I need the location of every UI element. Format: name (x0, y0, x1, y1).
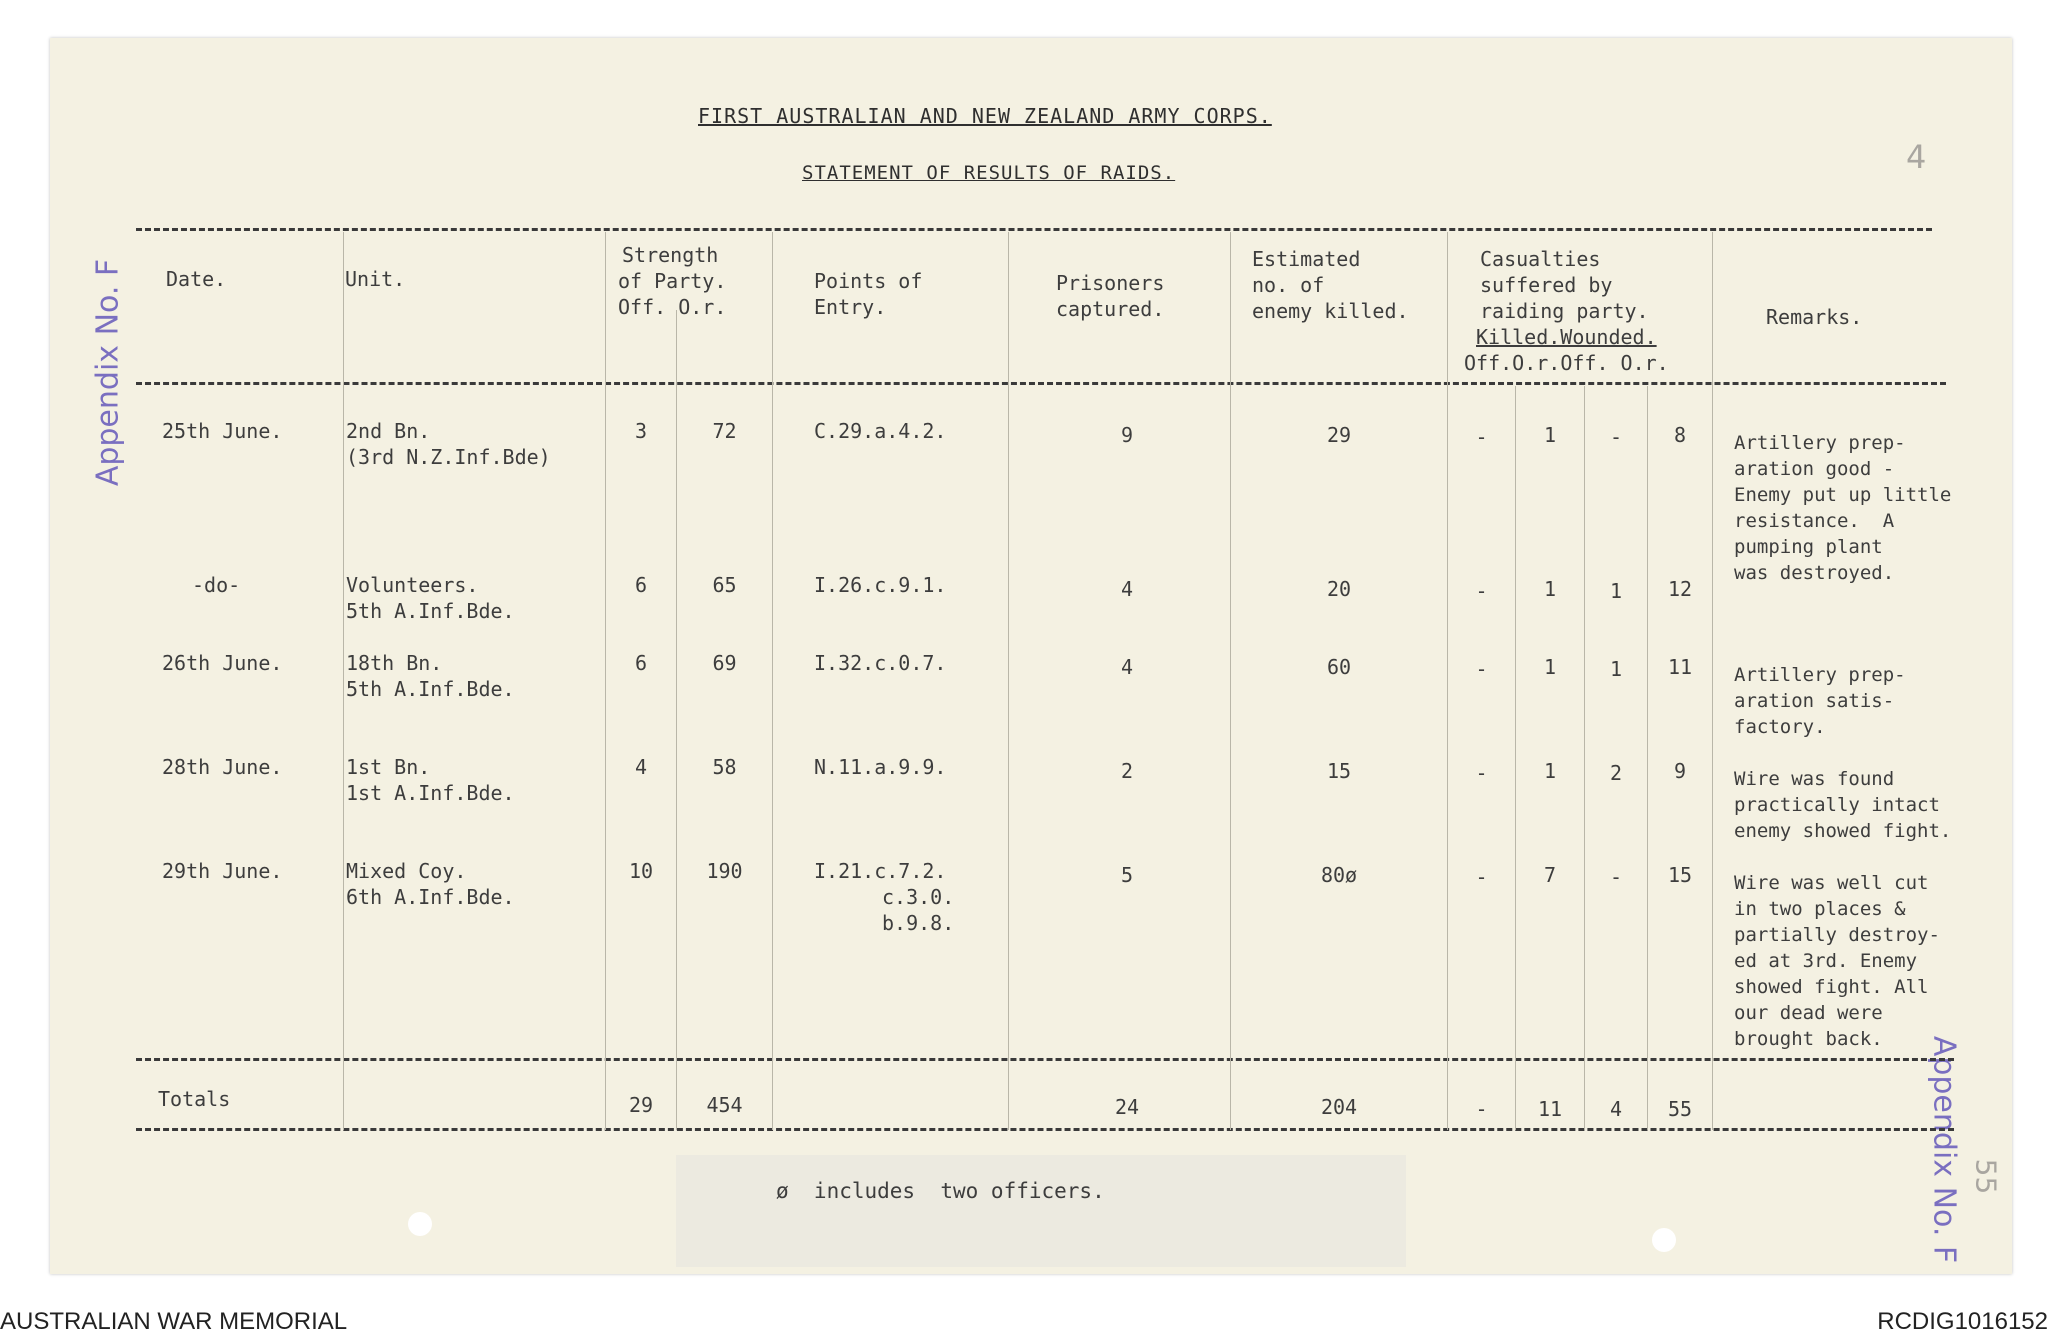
row-unit: 18th Bn. (346, 651, 443, 675)
totals-k-or: 11 (1537, 1097, 1563, 1121)
row-remark-line: practically intact (1734, 794, 1940, 816)
totals-off: 29 (628, 1093, 654, 1117)
rule-totals-bottom (136, 1128, 1954, 1131)
row-remark-line: showed fight. All (1734, 976, 1929, 998)
header-strength: Off. O.r. (618, 295, 727, 319)
footer-id: RCDIG1016152 (1877, 1308, 2048, 1335)
row-prisoners: 4 (1120, 655, 1134, 679)
column-separator (1230, 232, 1231, 1130)
row-date: 26th June. (162, 651, 283, 675)
row-remark-line: factory. (1734, 716, 1826, 738)
footnote: ø includes two officers. (776, 1179, 1105, 1203)
totals-prisoners: 24 (1114, 1095, 1140, 1119)
row-remark-line: resistance. A (1734, 510, 1895, 532)
row-entry: I.26.c.9.1. (814, 573, 947, 597)
header-casualties: Casualties (1480, 247, 1601, 271)
header-prisoners: Prisoners (1056, 271, 1165, 295)
totals-w-or: 55 (1667, 1097, 1693, 1121)
row-wounded-or: 15 (1667, 863, 1693, 887)
row-entry: b.9.8. (882, 911, 955, 935)
row-entry: c.3.0. (882, 885, 955, 909)
header-killed: Estimated (1252, 247, 1361, 271)
header-points: Entry. (814, 295, 887, 319)
row-remark-line: enemy showed fight. (1734, 820, 1952, 842)
header-casualties: Off.O.r.Off. O.r. (1464, 351, 1669, 375)
header-casualties: suffered by (1480, 273, 1613, 297)
column-separator (772, 232, 773, 1130)
appendix-stamp-right: Appendix No. F (1926, 1035, 1962, 1264)
row-wounded-off: 2 (1609, 761, 1623, 785)
header-unit: Unit. (345, 267, 406, 291)
row-prisoners: 4 (1120, 577, 1134, 601)
row-strength-or: 65 (712, 573, 737, 597)
punch-hole (1652, 1228, 1676, 1252)
row-strength-off: 6 (634, 651, 648, 675)
row-remark-line: Enemy put up little (1734, 484, 1952, 506)
row-remark-line: Wire was found (1734, 768, 1895, 790)
row-strength-off: 6 (634, 573, 648, 597)
totals-w-off: 4 (1609, 1097, 1623, 1121)
row-strength-or: 58 (712, 755, 737, 779)
row-killed-off: - (1475, 579, 1488, 603)
row-entry: I.21.c.7.2. (814, 859, 947, 883)
column-separator (343, 232, 344, 1130)
row-strength-or: 190 (706, 859, 743, 883)
row-remark-line: in two places & (1734, 898, 1906, 920)
row-wounded-off: 1 (1609, 657, 1623, 681)
row-date: 28th June. (162, 755, 283, 779)
header-points: Points of (814, 269, 923, 293)
row-prisoners: 5 (1120, 863, 1134, 887)
row-killed: 20 (1326, 577, 1352, 601)
header-casualties: raiding party. (1480, 299, 1649, 323)
row-unit: 5th A.Inf.Bde. (346, 599, 515, 623)
row-wounded-off: - (1609, 425, 1623, 449)
row-killed-or: 7 (1543, 863, 1557, 887)
header-strength: Strength (622, 243, 719, 267)
header-prisoners: captured. (1056, 297, 1165, 321)
column-separator (1712, 232, 1713, 1130)
row-remark-line: brought back. (1734, 1028, 1883, 1050)
row-remark-line: our dead were (1734, 1002, 1883, 1024)
header-casualties: Killed.Wounded. (1476, 325, 1657, 349)
document-title: FIRST AUSTRALIAN AND NEW ZEALAND ARMY CORPS. (698, 104, 1272, 128)
row-remark-line: aration good - (1734, 458, 1895, 480)
row-killed-or: 1 (1543, 577, 1557, 601)
row-unit: 5th A.Inf.Bde. (346, 677, 515, 701)
row-remark-line: Artillery prep- (1734, 664, 1906, 686)
row-strength-off: 4 (634, 755, 648, 779)
row-remark-line: Artillery prep- (1734, 432, 1906, 454)
row-entry: C.29.a.4.2. (814, 419, 947, 443)
column-separator (1584, 386, 1585, 1130)
row-wounded-or: 9 (1673, 759, 1687, 783)
row-wounded-off: - (1609, 865, 1623, 889)
side-number: 55 (1969, 1158, 2003, 1195)
row-prisoners: 2 (1120, 759, 1134, 783)
row-killed-off: - (1475, 761, 1488, 785)
header-killed: enemy killed. (1252, 299, 1409, 323)
row-remark-line: partially destroy- (1734, 924, 1940, 946)
row-wounded-or: 12 (1667, 577, 1693, 601)
row-unit: Volunteers. (346, 573, 479, 597)
row-date: 25th June. (162, 419, 283, 443)
punch-hole (408, 1212, 432, 1236)
row-unit: 2nd Bn. (346, 419, 431, 443)
row-strength-or: 72 (712, 419, 737, 443)
row-remark-line: aration satis- (1734, 690, 1895, 712)
row-killed-off: - (1475, 425, 1488, 449)
row-killed-or: 1 (1543, 423, 1557, 447)
column-separator (1008, 232, 1009, 1130)
row-prisoners: 9 (1120, 423, 1134, 447)
header-killed: no. of (1252, 273, 1325, 297)
row-killed: 80ø (1320, 863, 1358, 887)
row-remark-line: ed at 3rd. Enemy (1734, 950, 1918, 972)
row-entry: I.32.c.0.7. (814, 651, 947, 675)
rule-totals-top (136, 1058, 1954, 1061)
page-number: 4 (1906, 138, 1927, 176)
row-killed-or: 1 (1543, 759, 1557, 783)
column-separator (605, 232, 606, 1130)
row-unit: 1st A.Inf.Bde. (346, 781, 515, 805)
row-entry: N.11.a.9.9. (814, 755, 947, 779)
row-killed-off: - (1475, 657, 1488, 681)
document-subtitle: STATEMENT OF RESULTS OF RAIDS. (802, 162, 1176, 184)
row-killed: 15 (1326, 759, 1352, 783)
footnote-band (676, 1155, 1406, 1267)
row-unit: (3rd N.Z.Inf.Bde) (346, 445, 551, 469)
row-strength-or: 69 (712, 651, 737, 675)
row-strength-off: 3 (634, 419, 648, 443)
footer-source: AUSTRALIAN WAR MEMORIAL (0, 1308, 348, 1335)
rule-top (136, 228, 1932, 231)
rule-header (136, 382, 1946, 385)
row-killed-off: - (1475, 865, 1488, 889)
totals-killed: 204 (1320, 1095, 1358, 1119)
row-unit: 1st Bn. (346, 755, 431, 779)
header-remarks: Remarks. (1766, 305, 1863, 329)
row-killed: 29 (1326, 423, 1352, 447)
row-remark-line: Wire was well cut (1734, 872, 1929, 894)
row-unit: 6th A.Inf.Bde. (346, 885, 515, 909)
totals-or: 454 (706, 1093, 743, 1117)
header-date: Date. (166, 267, 227, 291)
totals-label: Totals (158, 1087, 231, 1111)
row-strength-off: 10 (628, 859, 654, 883)
row-remark-line: pumping plant (1734, 536, 1883, 558)
header-strength: of Party. (618, 269, 727, 293)
row-remark-line: was destroyed. (1734, 562, 1895, 584)
row-wounded-off: 1 (1609, 579, 1623, 603)
row-killed: 60 (1326, 655, 1352, 679)
appendix-stamp-left: Appendix No. F (90, 258, 126, 487)
row-unit: Mixed Coy. (346, 859, 467, 883)
row-wounded-or: 11 (1667, 655, 1693, 679)
row-killed-or: 1 (1543, 655, 1557, 679)
row-date: -do- (192, 573, 241, 597)
row-date: 29th June. (162, 859, 283, 883)
totals-k-off: - (1475, 1097, 1488, 1121)
row-wounded-or: 8 (1673, 423, 1687, 447)
